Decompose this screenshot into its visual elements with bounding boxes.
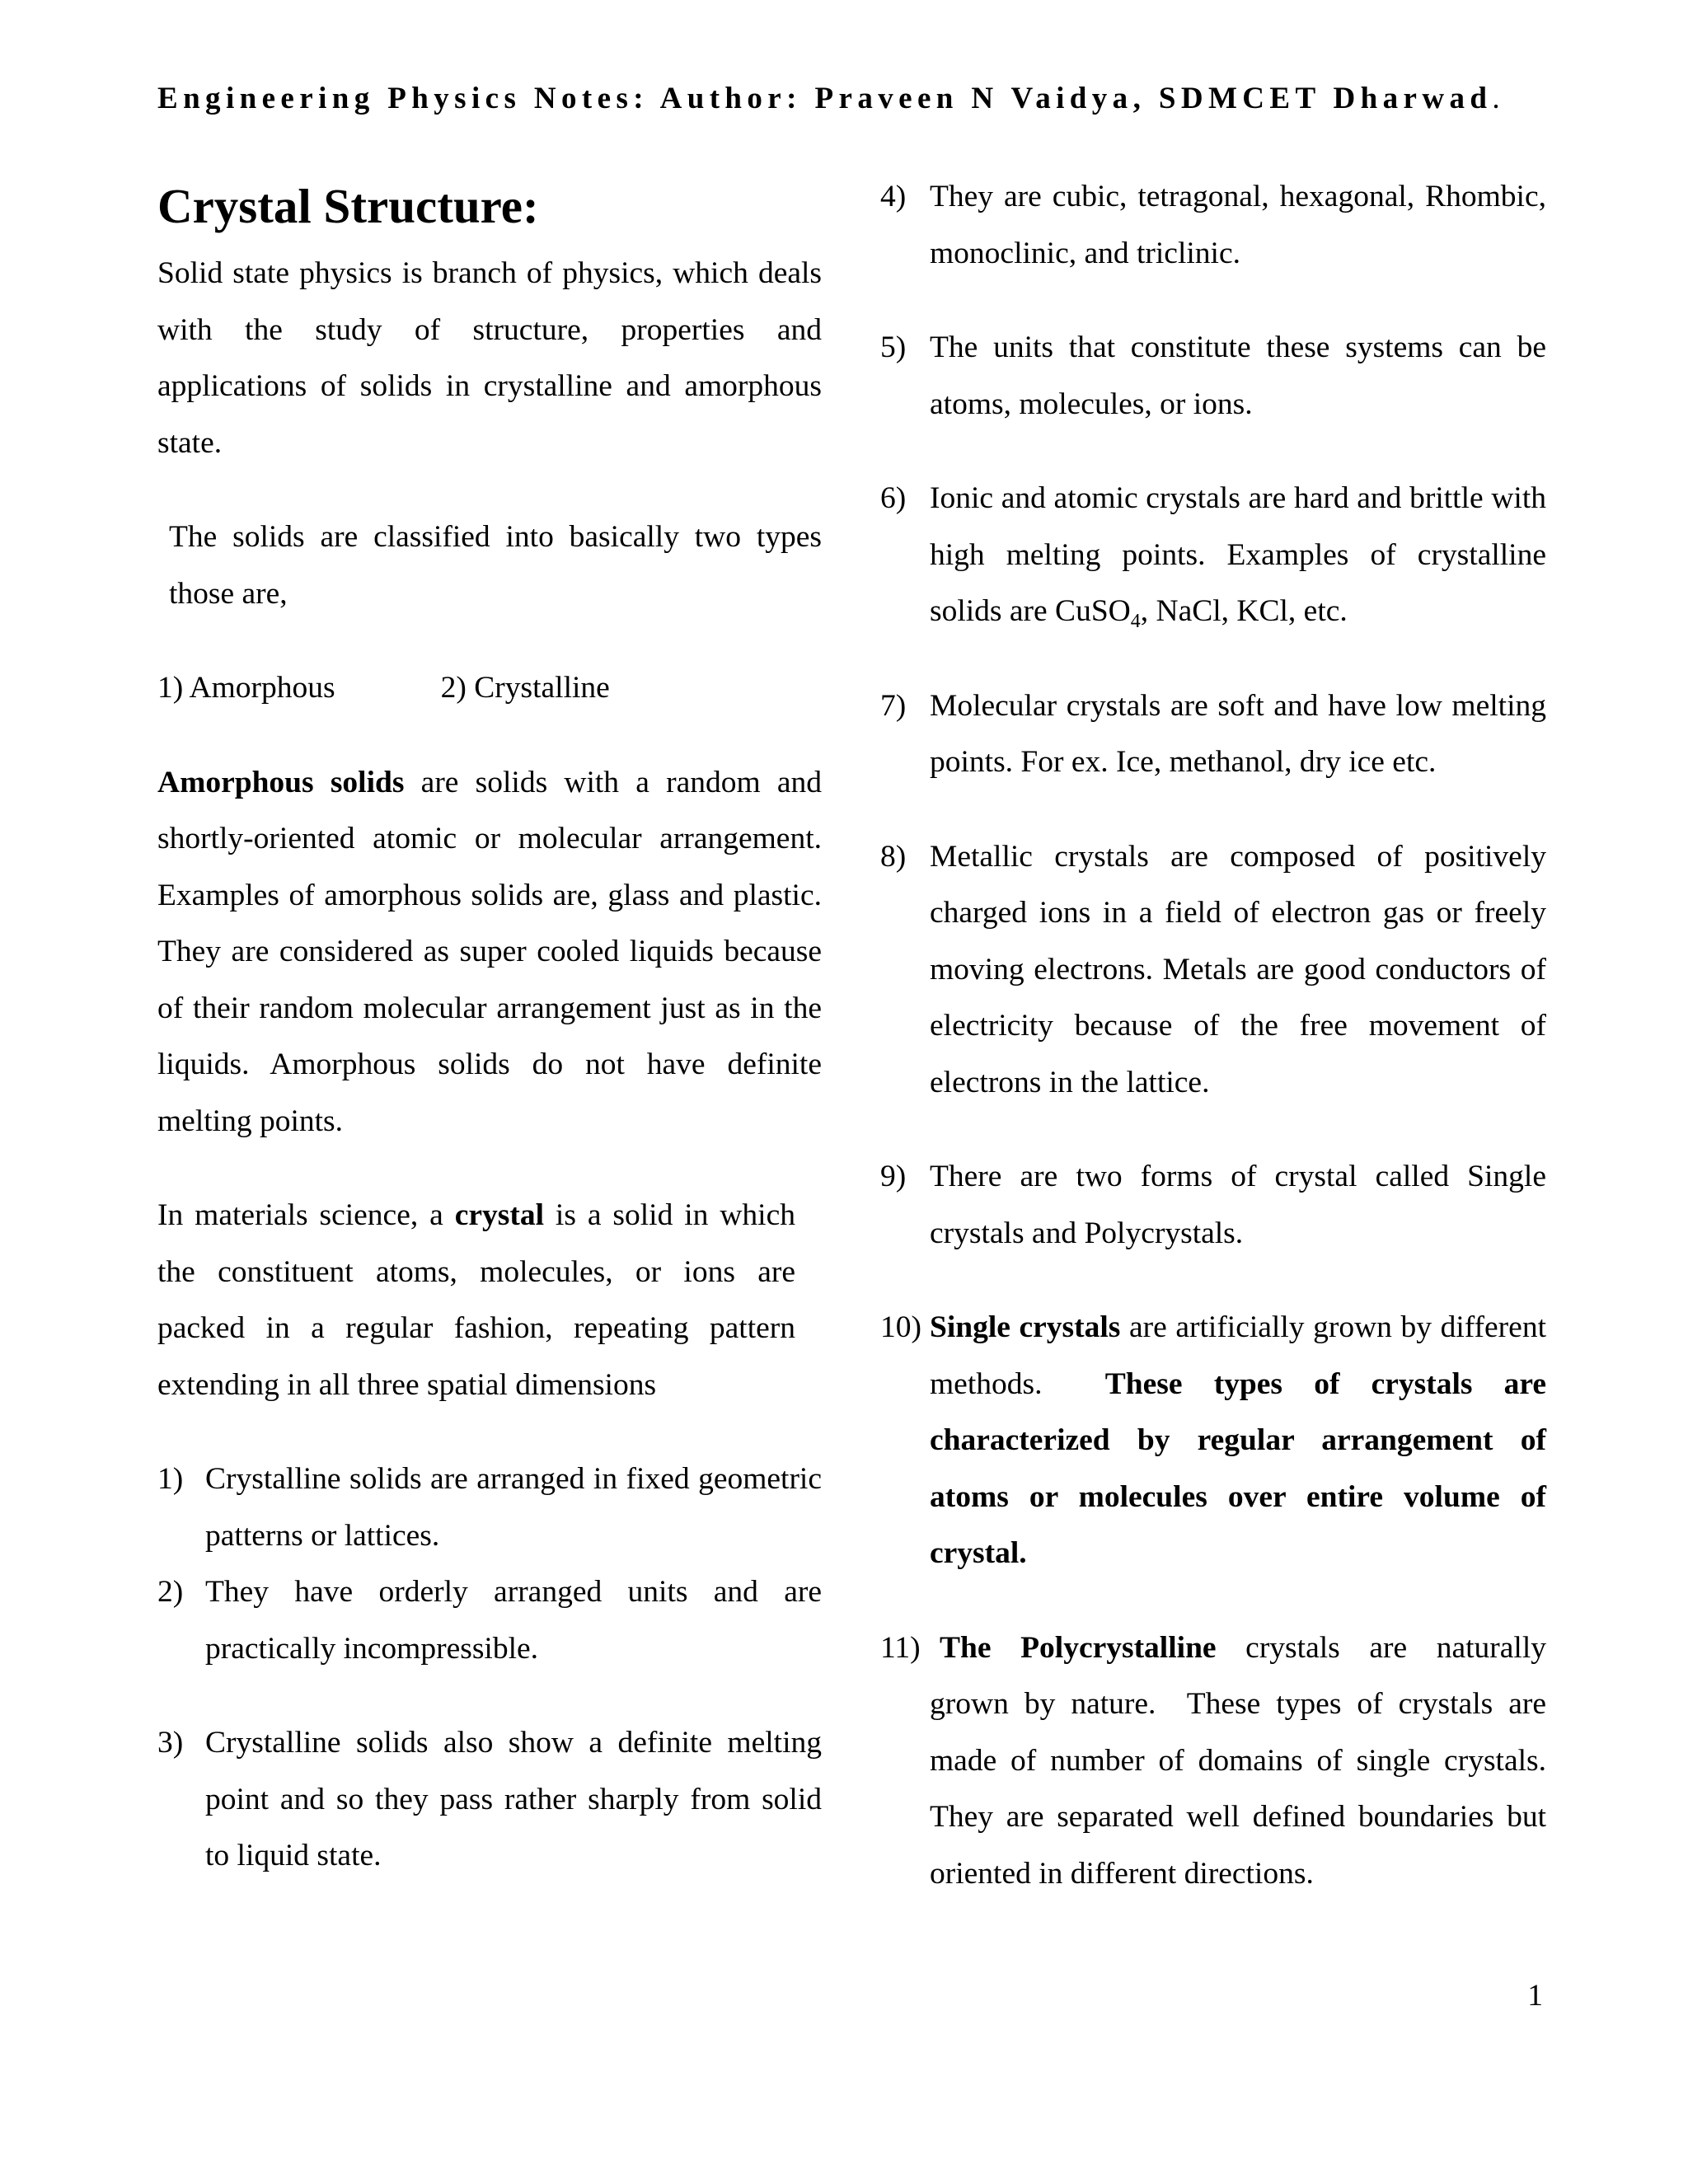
list-item-text: Crystalline solids are arranged in fixed geometric patterns or lattices. xyxy=(205,1462,822,1553)
list-item xyxy=(880,678,1546,791)
classification-paragraph: The solids are classified into basically two types those are, xyxy=(169,520,822,611)
single-crystals-definition: These types of crystals are characterized by regular arrangement of atoms or molecules over entire volume of crystal. xyxy=(930,1366,1546,1570)
list-item-text: Molecular crystals are soft and have low melting points. For ex. Ice, methanol, dry ice etc. xyxy=(930,688,1546,779)
list-item-text: They have orderly arranged units and are practically incompressible. xyxy=(205,1575,822,1666)
crystal-term: crystal xyxy=(454,1198,544,1232)
list-item xyxy=(880,1300,1554,1582)
list-item-text: There are two forms of crystal called Single crystals and Polycrystals. xyxy=(930,1160,1546,1250)
list-item-number: 1) xyxy=(157,1462,184,1496)
crystal-facts-list xyxy=(880,169,1554,1902)
crystal-lead: In materials science, a xyxy=(157,1198,455,1232)
type-crystalline: 2) Crystalline xyxy=(440,671,610,705)
intro-paragraph: Solid state physics is branch of physics, which deals with the study of structure, properties and applications of solids in crystalline and amorphous state. xyxy=(157,256,822,460)
crystal-definition: is a solid in which the constituent atoms, molecules, or ions are packed in a regular fashion, repeating pattern extending in all three spatial dimensions xyxy=(157,1198,795,1402)
header-period: . xyxy=(1492,82,1506,115)
list-item xyxy=(157,1564,822,1677)
list-item xyxy=(880,320,1546,433)
list-item xyxy=(880,829,1546,1112)
list-item-number: 5) xyxy=(880,330,907,364)
list-item-number: 9) xyxy=(880,1160,907,1193)
list-item-number: 2) xyxy=(157,1575,184,1609)
list-item-text: Ionic and atomic crystals are hard and brittle with high melting points. Examples of crystalline solids are CuSO xyxy=(930,481,1546,628)
list-item-number: 7) xyxy=(880,688,907,723)
list-item xyxy=(157,1715,822,1885)
list-item-text: Metallic crystals are composed of positively charged ions in a field of electron gas or freely moving electrons. Metals are good conductors of electricity because of the free movement of electrons in the lattice. xyxy=(930,839,1546,1099)
crystal-properties-list xyxy=(157,1451,822,1885)
list-item-number: 4) xyxy=(880,180,907,213)
list-item-text: Crystalline solids also show a definite melting point and so they pass rather sharply from solid to liquid state. xyxy=(205,1726,822,1872)
page-number: 1 xyxy=(1527,1979,1543,2013)
page-header xyxy=(157,81,1505,116)
list-item xyxy=(880,1620,1554,1903)
list-item-text-end: , NaCl, KCl, etc. xyxy=(1140,594,1348,628)
list-item xyxy=(880,169,1546,282)
header-text: Engineering Physics Notes: Author: Praveen N Vaidya, SDMCET Dharwad xyxy=(157,82,1493,115)
type-amorphous: 1) Amorphous xyxy=(157,671,335,705)
list-item-text: The units that constitute these systems can be atoms, molecules, or ions. xyxy=(930,330,1546,421)
amorphous-paragraph xyxy=(157,755,822,1151)
list-item-number: 10) xyxy=(880,1310,921,1344)
crystal-paragraph xyxy=(157,1188,795,1413)
list-item xyxy=(880,1149,1546,1262)
single-crystals-term: Single crystals xyxy=(930,1310,1121,1344)
list-item xyxy=(880,471,1546,640)
list-item xyxy=(157,1451,822,1564)
page-title: Crystal Structure: xyxy=(157,179,539,233)
list-item-text: crystals are naturally grown by nature. These types of crystals are made of number of domains of single crystals. They are separated well defined boundaries but oriented in different directions. xyxy=(930,1630,1554,1891)
list-item-number: 3) xyxy=(157,1726,184,1760)
list-item-number: 8) xyxy=(880,839,907,874)
polycrystalline-term: The Polycrystalline xyxy=(940,1630,1217,1665)
list-item-number: 6) xyxy=(880,481,907,515)
solid-types-line xyxy=(157,660,822,717)
list-item-number: 11) xyxy=(880,1630,921,1665)
amorphous-term: Amorphous solids xyxy=(157,765,405,799)
amorphous-definition: are solids with a random and shortly-oriented atomic or molecular arrangement. Examples of amorphous solids are, glass and plastic. They are considered as super cooled liquids because of their random molecular arrangement just as in the liquids. Amorphous solids do not have definite melting points. xyxy=(157,765,822,1138)
list-item-text: They are cubic, tetragonal, hexagonal, Rhombic, monoclinic, and triclinic. xyxy=(930,180,1546,270)
list-item-text: are artificially grown by different methods. xyxy=(930,1310,1554,1401)
subscript-four: 4 xyxy=(1130,611,1141,632)
